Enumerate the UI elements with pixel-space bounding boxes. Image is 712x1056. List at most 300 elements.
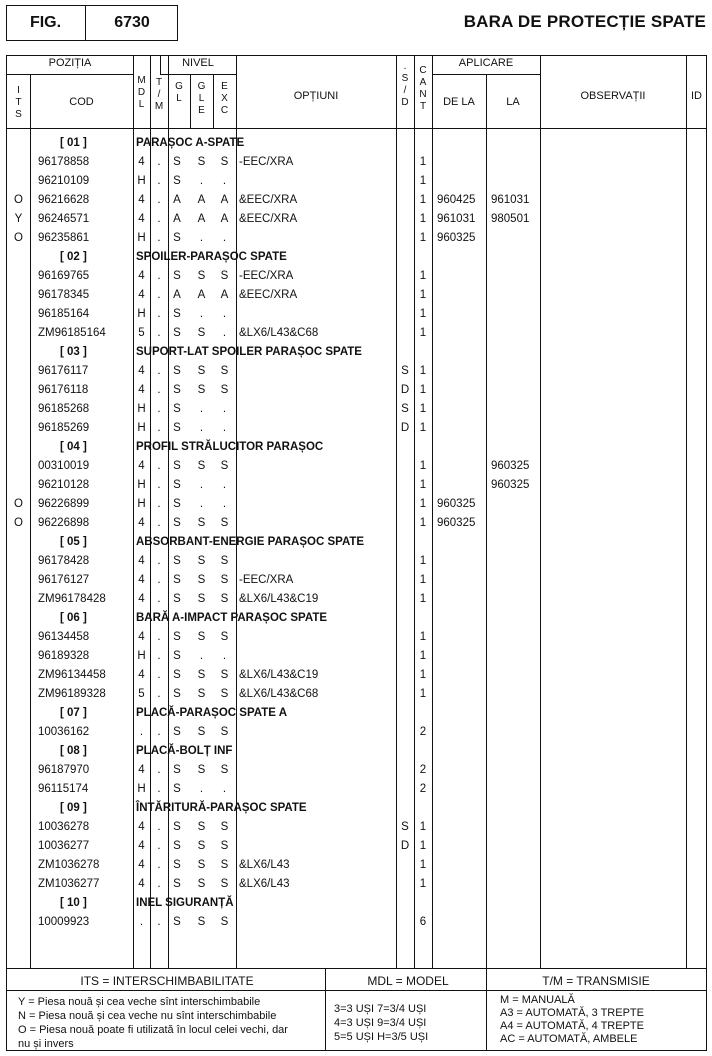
cell-cod: 96176118 [38, 384, 89, 396]
cell-optiuni: &LX6/L43&C19 [239, 669, 319, 681]
cell-cod: 96187970 [38, 764, 90, 776]
cell-gl: A [173, 289, 181, 301]
cell-cod: 96185268 [38, 403, 90, 415]
cell-exc: S [220, 821, 229, 833]
cell-cod: 96169765 [38, 270, 90, 282]
cell-gle: S [197, 764, 206, 776]
group-number: [ 07 ] [60, 707, 87, 719]
header-cant: T [419, 101, 427, 112]
cell-gl: S [173, 650, 181, 662]
cell-exc: . [222, 650, 227, 662]
cell-mdl: . [139, 726, 144, 738]
header-cant: A [419, 77, 427, 88]
cell-tm: . [157, 498, 161, 510]
cell-cant: 1 [419, 631, 427, 643]
cell-de-la: 961031 [437, 213, 476, 225]
cell-tm: . [157, 688, 161, 700]
cell-cant: 1 [419, 517, 427, 529]
cell-cant: 1 [419, 327, 427, 339]
cell-gl: S [173, 916, 181, 928]
cell-exc: A [220, 194, 229, 206]
cell-cod: 96210128 [38, 479, 90, 491]
header-gle: L [198, 93, 205, 104]
cell-mdl: H [137, 403, 146, 415]
cell-mdl: 4 [138, 365, 145, 377]
cell-gle: A [197, 289, 206, 301]
cell-tm: . [157, 783, 161, 795]
cell-gle: S [197, 840, 206, 852]
cell-its: Y [14, 213, 23, 225]
cell-tm: . [157, 422, 161, 434]
grid-line [7, 968, 707, 969]
group-number: [ 02 ] [60, 251, 87, 263]
cell-cod: 10036277 [38, 840, 90, 852]
cell-cant: 1 [419, 175, 427, 187]
cell-cant: 1 [419, 593, 427, 605]
header-its: S [15, 109, 22, 120]
cell-tm: . [157, 308, 161, 320]
cell-cod: 96189328 [38, 650, 90, 662]
grid-line [7, 990, 707, 991]
cell-la: 960325 [491, 479, 530, 491]
cell-mdl: H [137, 175, 146, 187]
header-gl: G [175, 81, 183, 92]
cell-cod: 96178428 [38, 555, 90, 567]
legend-its [18, 995, 323, 1051]
cell-exc: S [220, 878, 229, 890]
cell-tm: . [157, 859, 161, 871]
cell-gl: S [173, 156, 181, 168]
group-number: [ 04 ] [60, 441, 87, 453]
cell-cod: ZM96178428 [38, 593, 106, 605]
header-observatii: OBSERVAȚII [580, 90, 646, 102]
cell-tm: . [157, 384, 161, 396]
cell-cant: 1 [419, 422, 427, 434]
cell-gle: S [197, 916, 206, 928]
cell-cod: 96176127 [38, 574, 90, 586]
cell-de-la: 960325 [437, 232, 476, 244]
page-title: BARA DE PROTECȚIE SPATE [463, 12, 706, 31]
cell-exc: S [220, 688, 229, 700]
group-title: INEL SIGURANȚĂ [136, 897, 234, 909]
cell-cod: 96178858 [38, 156, 90, 168]
cell-gl: S [173, 498, 181, 510]
cell-sd: S [401, 821, 409, 833]
cell-gl: S [173, 726, 181, 738]
cell-tm: . [157, 631, 161, 643]
cell-cod: ZM96185164 [38, 327, 106, 339]
cell-gle: . [199, 175, 204, 187]
header-la: LA [506, 96, 520, 108]
cell-gle: S [197, 555, 206, 567]
cell-tm: . [157, 764, 161, 776]
cell-exc: S [220, 574, 229, 586]
cell-tm: . [157, 726, 161, 738]
cell-gl: S [173, 821, 181, 833]
cell-optiuni: &EEC/XRA [239, 194, 298, 206]
cell-sd: D [400, 422, 410, 434]
cell-gl: S [173, 669, 181, 681]
cell-cod: 96178345 [38, 289, 90, 301]
grid-line [486, 74, 487, 968]
cell-gle: . [199, 783, 204, 795]
cell-cant: 1 [419, 460, 427, 472]
cell-optiuni: &LX6/L43&C68 [239, 688, 319, 700]
cell-cod: 96216628 [38, 194, 90, 206]
grid-line [686, 55, 687, 968]
cell-gle: S [197, 726, 206, 738]
cell-cod: 96134458 [38, 631, 90, 643]
legend-line: M = MANUALĂ [500, 994, 575, 1006]
cell-exc: S [220, 593, 229, 605]
cell-cod: 10036162 [38, 726, 90, 738]
cell-mdl: 4 [138, 555, 145, 567]
group-number: [ 09 ] [60, 802, 87, 814]
group-title: SPOILER-PARAȘOC SPATE [136, 251, 287, 263]
cell-cant: 2 [419, 764, 427, 776]
cell-gl: S [173, 232, 181, 244]
cell-cod: ZM1036277 [38, 878, 100, 890]
cell-gle: A [197, 194, 206, 206]
grid-line [7, 74, 133, 75]
cell-mdl: 4 [138, 460, 145, 472]
cell-gle: S [197, 669, 206, 681]
legend-line: Y = Piesa nouă și cea veche sînt interschimbabile [18, 996, 261, 1008]
cell-de-la: 960325 [437, 517, 476, 529]
cell-gl: S [173, 783, 181, 795]
cell-mdl: 5 [138, 688, 145, 700]
cell-optiuni: &LX6/L43 [239, 859, 290, 871]
cell-cant: 2 [419, 726, 427, 738]
cell-cod: 96210109 [38, 175, 90, 187]
cell-its: O [14, 194, 23, 206]
cell-gle: S [197, 574, 206, 586]
cell-cant: 1 [419, 289, 427, 301]
cell-gle: . [199, 479, 204, 491]
grid-line [236, 55, 237, 968]
cell-exc: S [220, 631, 229, 643]
cell-tm: . [157, 232, 161, 244]
legend-line: A3 = AUTOMATĂ, 3 TREPTE [500, 1007, 644, 1019]
cell-exc: . [222, 403, 227, 415]
cell-mdl: 4 [138, 669, 145, 681]
cell-exc: . [222, 783, 227, 795]
cell-gle: S [197, 593, 206, 605]
legend-line: N = Piesa nouă și cea veche nu sînt interschimbabile [18, 1010, 277, 1022]
cell-gle: S [197, 384, 206, 396]
cell-exc: . [222, 308, 227, 320]
cell-la: 961031 [491, 194, 530, 206]
cell-mdl: 4 [138, 764, 145, 776]
cell-mdl: 4 [138, 517, 145, 529]
legend-line: AC = AUTOMATĂ, AMBELE [500, 1033, 638, 1045]
group-title: ABSORBANT-ENERGIE PARAȘOC SPATE [136, 536, 365, 548]
legend-tm [500, 994, 705, 1046]
cell-cant: 1 [419, 555, 427, 567]
cell-exc: S [220, 555, 229, 567]
cell-exc: S [220, 764, 229, 776]
cell-its: O [14, 232, 23, 244]
header-gl: L [176, 93, 182, 104]
cell-gle: . [199, 422, 204, 434]
cell-exc: . [222, 479, 227, 491]
cell-cant: 1 [419, 669, 427, 681]
cell-optiuni: &LX6/L43&C68 [239, 327, 319, 339]
cell-optiuni: &LX6/L43 [239, 878, 290, 890]
cell-mdl: 4 [138, 631, 145, 643]
cell-tm: . [157, 156, 161, 168]
cell-mdl: 4 [138, 213, 145, 225]
cell-mdl: H [137, 308, 146, 320]
cell-gl: S [173, 403, 181, 415]
cell-exc: S [220, 270, 229, 282]
cell-optiuni: &EEC/XRA [239, 289, 298, 301]
cell-gle: S [197, 517, 206, 529]
cell-gle: . [199, 498, 204, 510]
cell-gl: S [173, 517, 181, 529]
cell-mdl: H [137, 498, 146, 510]
group-title: PROFIL STRĂLUCITOR PARAȘOC [136, 441, 324, 453]
cell-gl: S [173, 270, 181, 282]
header-gle: E [198, 105, 205, 116]
cell-cod: 96246571 [38, 213, 90, 225]
legend-tm-title: T/M = TRANSMISIE [542, 974, 650, 988]
header-cant: N [419, 89, 427, 100]
header-tm: M [154, 101, 164, 112]
cell-cod: 96235861 [38, 232, 90, 244]
cell-mdl: 4 [138, 384, 145, 396]
cell-sd: D [400, 384, 410, 396]
cell-gle: S [197, 156, 206, 168]
cell-mdl: 4 [138, 859, 145, 871]
legend-line: 3=3 UȘI 7=3/4 UȘI [334, 1003, 427, 1015]
cell-gl: A [173, 213, 181, 225]
cell-la: 980501 [491, 213, 530, 225]
cell-cant: 1 [419, 156, 427, 168]
cell-tm: . [157, 821, 161, 833]
header-id: ID [691, 90, 702, 102]
cell-gl: S [173, 365, 181, 377]
cell-cant: 1 [419, 859, 427, 871]
cell-exc: S [220, 840, 229, 852]
cell-exc: S [220, 517, 229, 529]
cell-gle: . [199, 232, 204, 244]
cell-exc: A [220, 213, 229, 225]
cell-tm: . [157, 289, 161, 301]
cell-tm: . [157, 213, 161, 225]
figure-number: 6730 [114, 14, 150, 31]
cell-cod: ZM96189328 [38, 688, 106, 700]
cell-gl: S [173, 840, 181, 852]
cell-cant: 1 [419, 270, 427, 282]
group-number: [ 06 ] [60, 612, 87, 624]
cell-cant: 1 [419, 650, 427, 662]
cell-tm: . [157, 669, 161, 681]
cell-gl: S [173, 460, 181, 472]
figure-label: FIG. [6, 5, 86, 41]
cell-exc: S [220, 726, 229, 738]
cell-cant: 1 [419, 403, 427, 415]
cell-cant: 1 [419, 574, 427, 586]
cell-mdl: H [137, 650, 146, 662]
header-gle: G [197, 81, 206, 92]
cell-tm: . [157, 175, 161, 187]
cell-tm: . [157, 327, 161, 339]
cell-mdl: 4 [138, 574, 145, 586]
header-mdl: M [137, 75, 146, 86]
cell-sd: S [401, 403, 409, 415]
cell-gl: A [173, 194, 181, 206]
cell-exc: S [220, 384, 229, 396]
header-tm: T [155, 77, 163, 88]
cell-cant: 1 [419, 213, 427, 225]
cell-tm: . [157, 517, 161, 529]
cell-optiuni: -EEC/XRA [239, 270, 294, 282]
cell-gl: S [173, 574, 181, 586]
grid-line [160, 74, 236, 75]
cell-cant: 1 [419, 308, 427, 320]
grid-line [325, 968, 326, 1051]
cell-mdl: 4 [138, 270, 145, 282]
header-sd: S [401, 73, 409, 84]
header-exc: E [221, 81, 228, 92]
legend-line: 4=3 UȘI 9=3/4 UȘI [334, 1017, 427, 1029]
cell-its: O [14, 498, 23, 510]
cell-sd: D [400, 840, 410, 852]
cell-tm: . [157, 878, 161, 890]
legend-line: 5=5 UȘI H=3/5 UȘI [334, 1031, 429, 1043]
group-title: PLACĂ-PARAȘOC SPATE A [136, 707, 287, 719]
header-sd: . [403, 61, 407, 72]
cell-cant: 1 [419, 821, 427, 833]
cell-gl: S [173, 555, 181, 567]
cell-gl: S [173, 764, 181, 776]
cell-mdl: 4 [138, 593, 145, 605]
grid-line [432, 55, 433, 968]
cell-optiuni: &LX6/L43&C19 [239, 593, 319, 605]
header-sd: / [403, 85, 407, 96]
legend-its-title: ITS = INTERSCHIMBABILITATE [80, 974, 254, 988]
cell-exc: S [220, 916, 229, 928]
cell-cod: ZM96134458 [38, 669, 106, 681]
cell-cant: 1 [419, 479, 427, 491]
cell-gl: S [173, 878, 181, 890]
cell-exc: S [220, 669, 229, 681]
cell-gle: S [197, 821, 206, 833]
cell-gle: S [197, 365, 206, 377]
cell-cant: 1 [419, 878, 427, 890]
cell-gl: S [173, 422, 181, 434]
cell-exc: . [222, 327, 227, 339]
cell-cant: 1 [419, 384, 427, 396]
cell-mdl: 4 [138, 878, 145, 890]
group-number: [ 10 ] [60, 897, 87, 909]
cell-mdl: 4 [138, 156, 145, 168]
cell-exc: S [220, 460, 229, 472]
group-title: PARAȘOC A-SPATE [136, 137, 245, 149]
cell-exc: . [222, 422, 227, 434]
grid-line [7, 128, 707, 129]
cell-optiuni: -EEC/XRA [239, 156, 294, 168]
header-exc: X [221, 93, 228, 104]
cell-gle: . [199, 403, 204, 415]
cell-gle: S [197, 460, 206, 472]
cell-cod: 10036278 [38, 821, 90, 833]
cell-gle: . [199, 308, 204, 320]
cell-exc: . [222, 498, 227, 510]
cell-gl: S [173, 859, 181, 871]
cell-tm: . [157, 270, 161, 282]
group-number: [ 08 ] [60, 745, 87, 757]
cell-gl: S [173, 688, 181, 700]
cell-cant: 2 [419, 783, 427, 795]
cell-tm: . [157, 194, 161, 206]
cell-tm: . [157, 479, 161, 491]
cell-gle: S [197, 270, 206, 282]
cell-gl: S [173, 175, 181, 187]
cell-exc: . [222, 175, 227, 187]
legend-mdl-title: MDL = MODEL [367, 974, 449, 988]
cell-cod: 96185164 [38, 308, 90, 320]
header-cod: COD [69, 96, 94, 108]
cell-tm: . [157, 365, 161, 377]
cell-optiuni: -EEC/XRA [239, 574, 294, 586]
header-de-la: DE LA [443, 96, 475, 108]
cell-tm: . [157, 574, 161, 586]
header-tm: / [157, 89, 161, 100]
header-aplicare: APLICARE [458, 57, 514, 69]
group-number: [ 01 ] [60, 137, 87, 149]
cell-cod: 96115174 [38, 783, 89, 795]
cell-cod: 96185269 [38, 422, 90, 434]
cell-optiuni: &EEC/XRA [239, 213, 298, 225]
header-pozitia: POZIȚIA [48, 57, 92, 69]
cell-mdl: H [137, 479, 146, 491]
cell-tm: . [157, 460, 161, 472]
cell-gle: S [197, 878, 206, 890]
cell-its: O [14, 517, 23, 529]
cell-mdl: 4 [138, 821, 145, 833]
cell-gle: S [197, 688, 206, 700]
legend-line: nu și invers [18, 1038, 74, 1050]
header-sd: D [401, 97, 409, 108]
cell-mdl: . [139, 916, 144, 928]
cell-gl: S [173, 308, 181, 320]
cell-cant: 6 [419, 916, 427, 928]
cell-mdl: 4 [138, 840, 145, 852]
cell-gl: S [173, 631, 181, 643]
group-title: SUPORT-LAT SPOILER PARAȘOC SPATE [136, 346, 362, 358]
cell-cant: 1 [419, 232, 427, 244]
cell-tm: . [157, 593, 161, 605]
cell-cod: 00310019 [38, 460, 90, 472]
header-exc: C [220, 105, 229, 116]
group-title: ÎNTĂRITURĂ-PARAȘOC SPATE [136, 802, 307, 814]
cell-gle: S [197, 327, 206, 339]
header-optiuni: OPȚIUNI [293, 90, 339, 102]
cell-cant: 1 [419, 688, 427, 700]
grid-line [540, 55, 541, 968]
cell-tm: . [157, 403, 161, 415]
cell-cant: 1 [419, 194, 427, 206]
cell-gle: S [197, 631, 206, 643]
cell-exc: A [220, 289, 229, 301]
cell-cant: 1 [419, 498, 427, 510]
cell-la: 960325 [491, 460, 530, 472]
cell-tm: . [157, 840, 161, 852]
header-nivel: NIVEL [182, 57, 214, 69]
cell-gle: S [197, 859, 206, 871]
